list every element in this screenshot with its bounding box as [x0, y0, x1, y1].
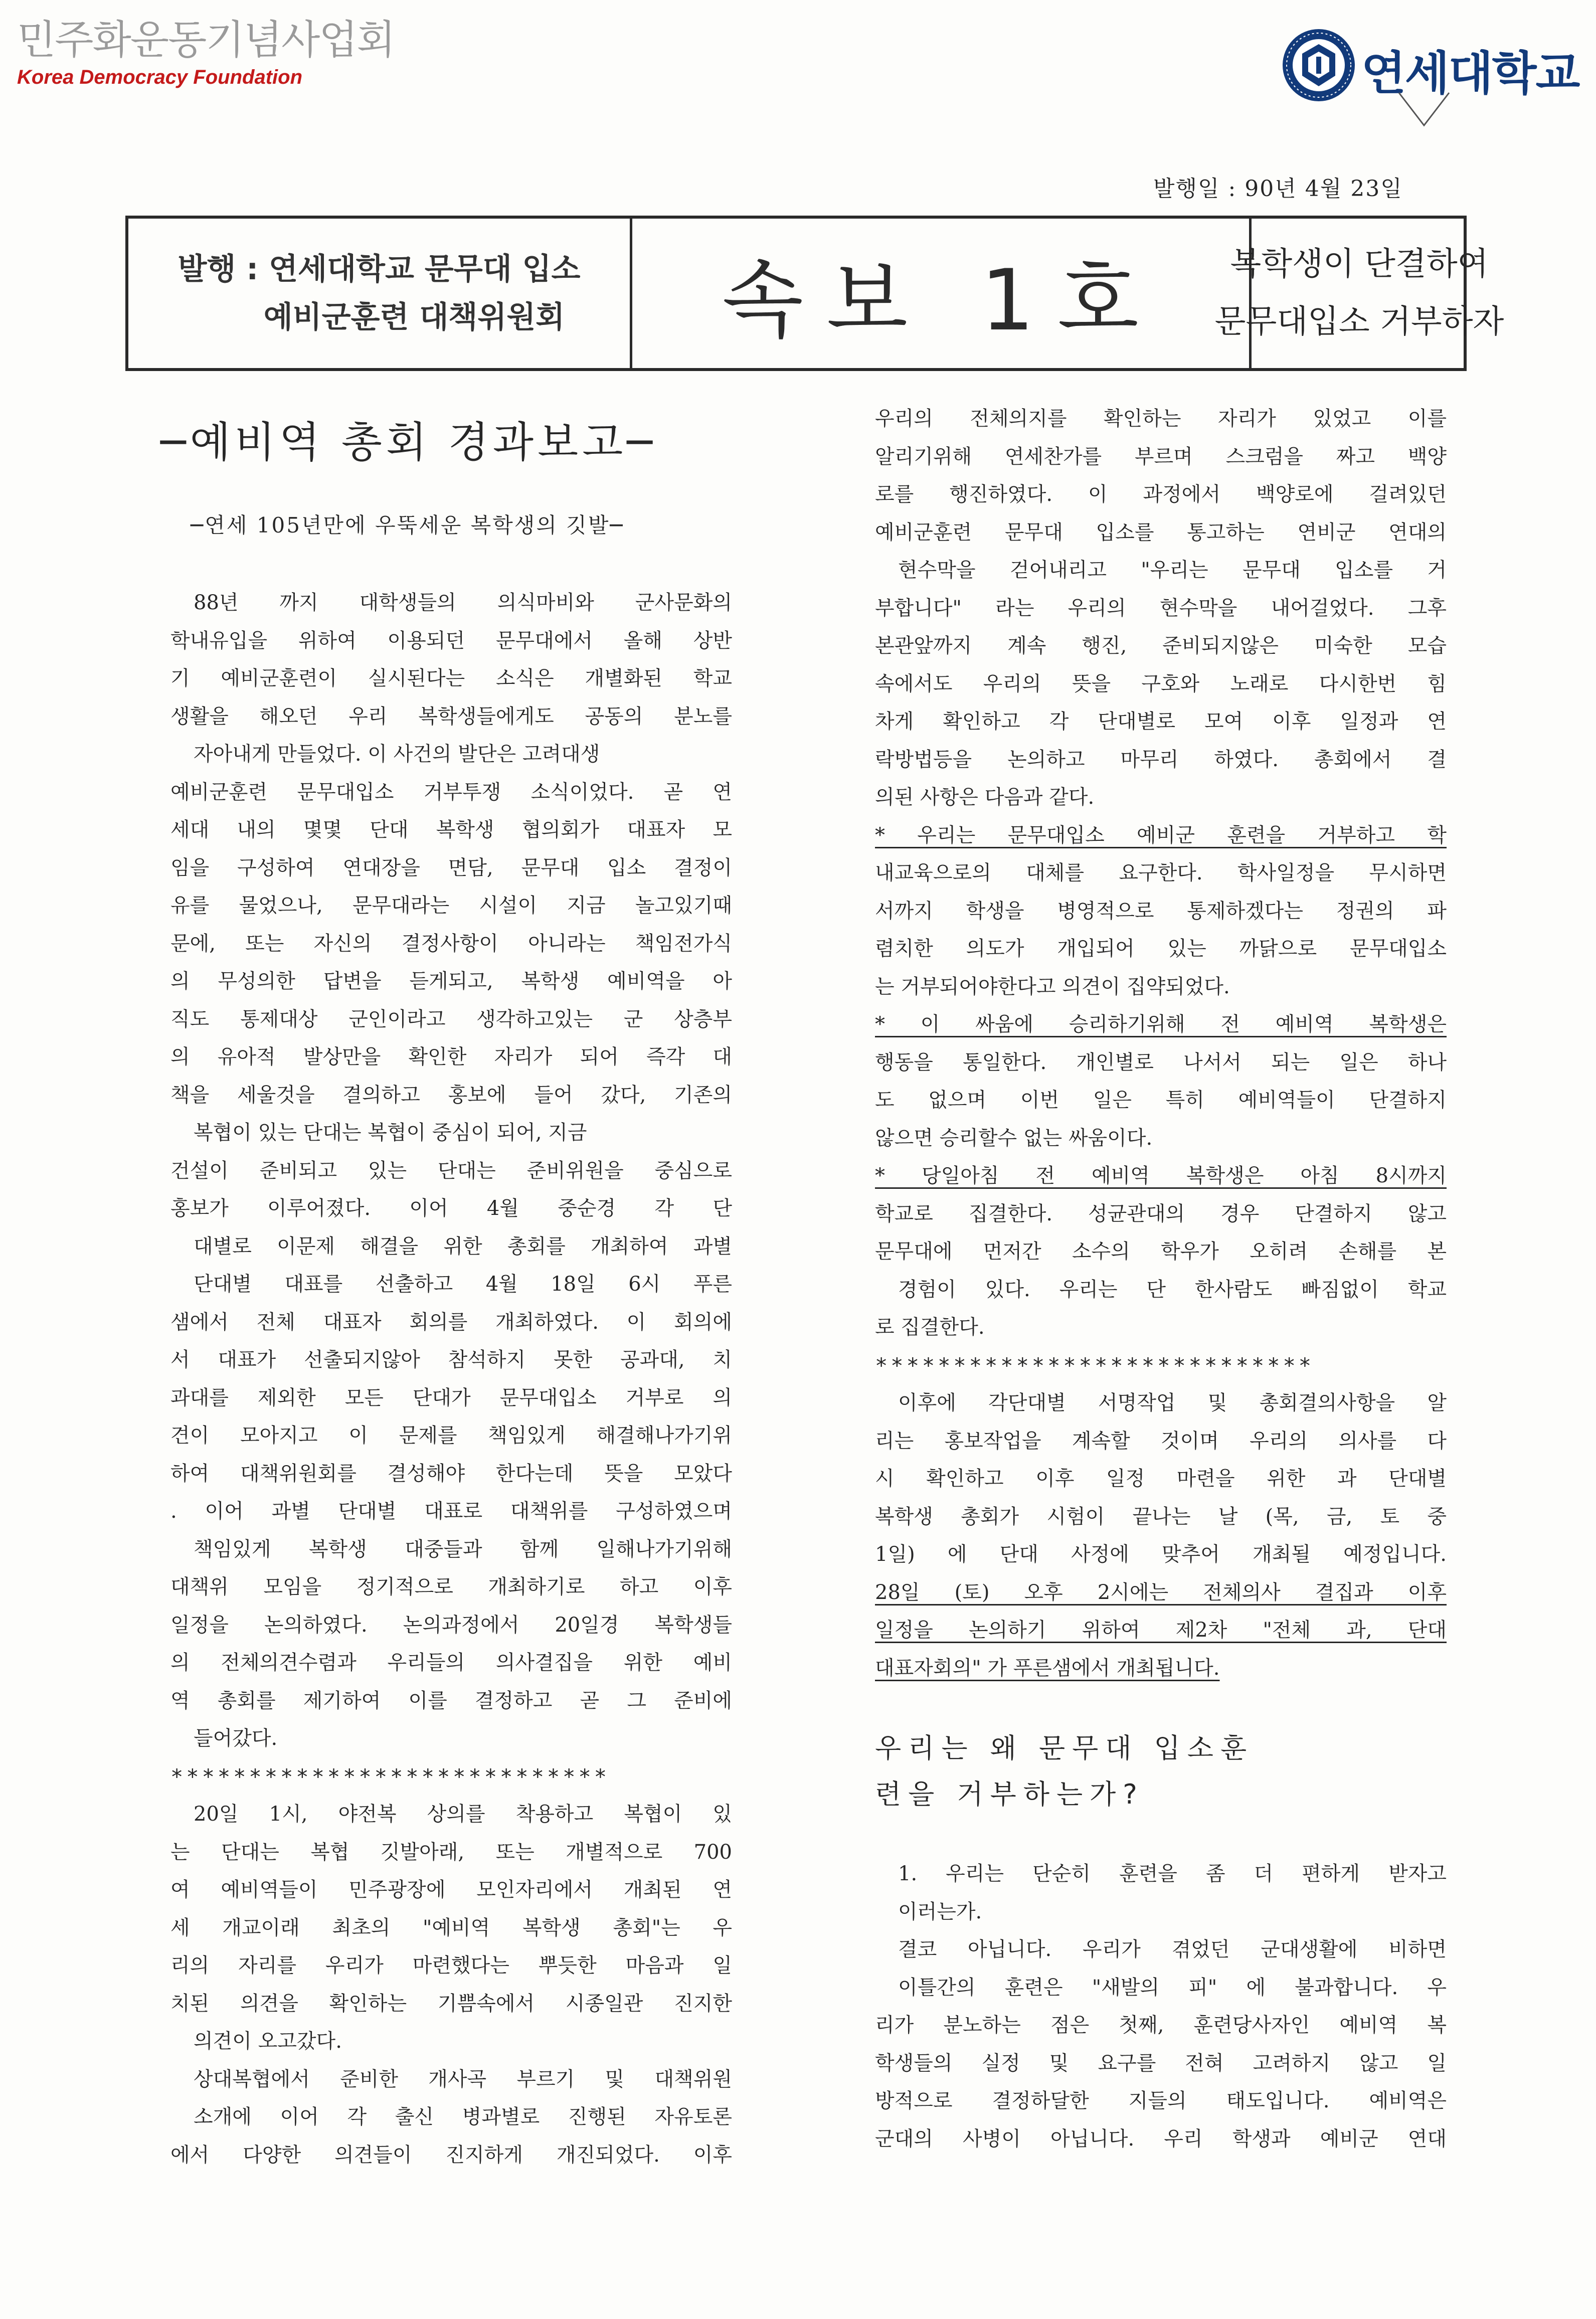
text-line: 는 단대는 복협 깃발아래, 또는 개별적으로 700 [170, 1840, 732, 1864]
text-line: 리는 홍보작업을 계속할 것이며 우리의 의사를 다 [875, 1429, 1447, 1453]
resolution-3-line: * 당일아침 전 예비역 복학생은 아침 8시까지 [875, 1164, 1447, 1187]
text-line: 현수막을 걷어내리고 "우리는 문무대 입소를 거 [898, 559, 1447, 582]
text-line: 자아내게 만들었다. 이 사건의 발단은 고려대생 [194, 743, 600, 766]
article-column-right [875, 400, 1447, 2158]
text-line: 샘에서 전체 대표자 회의를 개최하였다. 이 회의에 [170, 1310, 732, 1334]
text-line: 는 거부되어야한다고 의견이 집약되었다. [875, 975, 1230, 998]
text-line: 책을 세울것을 결의하고 홍보에 들어 갔다, 기존의 [170, 1083, 732, 1107]
text-line: 군대의 사병이 아닙니다. 우리 학생과 예비군 연대 [875, 2127, 1447, 2151]
publisher-line-1: 발행 : 연세대학교 문무대 입소 [178, 252, 581, 287]
masthead-divider [630, 219, 632, 368]
text-line: 예비군훈련 문무대 입소를 통고하는 연비군 연대의 [875, 520, 1447, 544]
text-line: 리의 자리를 우리가 마련했다는 뿌듯한 마음과 일 [170, 1954, 732, 1977]
text-line: 알리기위해 연세찬가를 부르며 스크럼을 짜고 백양 [875, 445, 1447, 468]
article-column-left [170, 584, 732, 2174]
text-line: 의 전체의견수렴과 우리들의 의사결집을 위한 예비 [170, 1651, 732, 1674]
text-line: 1일) 에 단대 사정에 맞추어 개최될 예정입니다. [875, 1543, 1447, 1566]
text-line: 의 유아적 발상만을 확인한 자리가 되어 즉각 대 [170, 1045, 732, 1068]
kdf-logo-english: Korea Democracy Foundation [17, 66, 303, 88]
text-line: 학생들의 실정 및 요구를 전혀 고려하지 않고 일 [875, 2051, 1447, 2075]
chevron-down-icon [1396, 90, 1452, 130]
publisher-block [128, 219, 630, 368]
text-line: 이러는가. [898, 1900, 982, 1923]
text-line: 차게 확인하고 각 단대별로 모여 이후 일정과 연 [875, 710, 1447, 733]
yonsei-seal-icon [1281, 28, 1356, 103]
text-line: 리가 분노하는 점은 첫째, 훈련당사자인 예비역 복 [875, 2014, 1447, 2037]
yonsei-logo [1281, 28, 1582, 138]
text-line: 결코 아닙니다. 우리가 겪었던 군대생활에 비하면 [898, 1938, 1447, 1961]
text-line: 이틀간의 훈련은 "새발의 피" 에 불과합니다. 우 [898, 1976, 1447, 1999]
text-line: 복학생 총회가 시험이 끝나는 날 (목, 금, 토 중 [875, 1505, 1447, 1528]
text-line: 도 없으며 이번 일은 특히 예비역들이 단결하지 [875, 1089, 1447, 1112]
text-line: 로 집결한다. [875, 1316, 985, 1339]
text-line: 경험이 있다. 우리는 단 한사람도 빠짐없이 학교 [898, 1278, 1447, 1301]
text-line: 여 예비역들이 민주광장에 모인자리에서 개최된 연 [170, 1878, 732, 1901]
text-line: 단대별 대표를 선출하고 4월 18일 6시 푸른 [194, 1273, 732, 1296]
meeting-notice-line: 일정을 논의하기 위하여 제2차 "전체 과, 단대 [875, 1619, 1447, 1642]
kdf-logo-korean: 민주화운동기념사업회 [17, 17, 395, 63]
text-line: 치된 의견을 확인하는 기쁨속에서 시종일관 진지한 [170, 1992, 732, 2015]
text-line: 88년 까지 대학생들의 의식마비와 군사문화의 [194, 591, 732, 614]
text-line: 상대복협에서 준비한 개사곡 부르기 및 대책위원 [194, 2067, 732, 2091]
text-line: 로를 행진하였다. 이 과정에서 백양로에 걸려있던 [875, 483, 1447, 506]
text-line: 기 예비군훈련이 실시된다는 소식은 개별화된 학교 [170, 667, 732, 690]
slogan-line-2: 문무대입소 거부하자 [1214, 303, 1504, 340]
section2-title-line: 우리는 왜 문무대 입소훈 [875, 1732, 1254, 1764]
text-line: 과대를 제외한 모든 단대가 문무대입소 거부로 의 [170, 1386, 732, 1409]
text-line: 일정을 논의하였다. 논의과정에서 20일경 복학생들 [170, 1613, 732, 1637]
text-line: 복협이 있는 단대는 복협이 중심이 되어, 지금 [194, 1121, 587, 1144]
text-line: 락방법등을 논의하고 마무리 하였다. 총회에서 결 [875, 748, 1447, 771]
text-line: 세 개교이래 최초의 "예비역 복학생 총회"는 우 [170, 1916, 732, 1939]
text-line: 대책위 모임을 정기적으로 개최하기로 하고 이후 [170, 1575, 732, 1598]
text-line: 20일 1시, 야전복 상의를 착용하고 복협이 있 [194, 1803, 732, 1826]
text-line: 않으면 승리할수 없는 싸움이다. [875, 1126, 1153, 1150]
meeting-notice-line: 28일 (토) 오후 2시에는 전체의사 결집과 이후 [875, 1580, 1447, 1604]
publish-date: 발행일 : 90년 4월 23일 [1153, 176, 1403, 202]
text-line: 의 무성의한 답변을 듣게되고, 복학생 예비역을 아 [170, 970, 732, 993]
text-line: 책임있게 복학생 대중들과 함께 일해나가기위해 [194, 1537, 732, 1561]
text-line: 속에서도 우리의 뜻을 구호와 노래로 다시한번 힘 [875, 672, 1447, 695]
text-line: 건설이 준비되고 있는 단대는 준비위원을 중심으로 [170, 1159, 732, 1182]
masthead-box [125, 216, 1504, 371]
kdf-watermark [17, 17, 395, 89]
text-line: 의견이 오고갔다. [194, 2030, 342, 2053]
text-line: 예비군훈련 문무대입소 거부투쟁 소식이었다. 곧 연 [170, 780, 732, 804]
text-line: 학내유입을 위하여 이용되던 문무대에서 올해 상반 [170, 629, 732, 652]
text-line: 세대 내의 몇몇 단대 복학생 협의회가 대표자 모 [170, 818, 732, 841]
article-title: ─예비역 총회 경과보고─ [160, 418, 656, 467]
text-line: 하여 대책위원회를 결성해야 한다는데 뜻을 모았다 [170, 1462, 732, 1485]
text-line: 시 확인하고 이후 일정 마련을 위한 과 단대별 [875, 1467, 1447, 1490]
text-line: 견이 모아지고 이 문제를 책임있게 해결해나가기위 [170, 1424, 732, 1447]
text-line: . 이어 과별 단대별 대표로 대책위를 구성하였으며 [170, 1500, 732, 1523]
text-line: 홍보가 이루어졌다. 이어 4월 중순경 각 단 [170, 1197, 732, 1220]
section-divider: **************************** [875, 1353, 1315, 1378]
text-line: 문무대에 먼저간 소수의 학우가 오히려 손해를 본 [875, 1240, 1447, 1263]
issue-title: 속보 1호 [722, 251, 1162, 349]
slogan-line-1: 복학생이 단결하여 [1230, 245, 1489, 283]
text-line: 부합니다" 라는 우리의 현수막을 내어걸었다. 그후 [875, 596, 1447, 620]
resolution-1-line: 내교육으로의 대체를 요구한다. 학사일정을 무시하면 [875, 861, 1447, 884]
publisher-line-2: 예비군훈련 대책위원회 [263, 300, 565, 335]
text-line: 문에, 또는 자신의 결정사항이 아니라는 책임전가식 [170, 932, 732, 955]
text-line: 대별로 이문제 해결을 위한 총회를 개최하여 과별 [194, 1234, 732, 1258]
meeting-notice-line: 대표자회의" 가 푸른샘에서 개최됩니다. [875, 1656, 1220, 1680]
text-line: 렴치한 의도가 개입되어 있는 까닭으로 문무대입소 [875, 937, 1447, 960]
resolution-1-line: * 우리는 문무대입소 예비군 훈련을 거부하고 학 [875, 823, 1447, 847]
text-line: 직도 통제대상 군인이라고 생각하고있는 군 상층부 [170, 1007, 732, 1031]
resolution-3-line: 학교로 집결한다. 성균관대의 경우 단결하지 않고 [875, 1202, 1447, 1225]
resolution-2-line: * 이 싸움에 승리하기위해 전 예비역 복학생은 [875, 1013, 1447, 1036]
section2-title [875, 1725, 1447, 1818]
text-line: 의된 사항은 다음과 같다. [875, 786, 1095, 809]
text-line: 유를 물었으나, 문무대라는 시설이 지금 놀고있기때 [170, 894, 732, 917]
text-line: 서까지 학생을 병영적으로 통제하겠다는 정권의 파 [875, 899, 1447, 923]
yonsei-name: 연세대학교 [1361, 47, 1579, 100]
text-line: 임을 구성하여 연대장을 면담, 문무대 입소 결정이 [170, 856, 732, 879]
text-line: 역 총회를 제기하여 이를 결정하고 곧 그 준비에 [170, 1689, 732, 1712]
text-line: 에서 다양한 의견들이 진지하게 개진되었다. 이후 [170, 2143, 732, 2167]
text-line: 생활을 해오던 우리 복학생들에게도 공동의 분노를 [170, 704, 732, 728]
resolution-2-line: 행동을 통일한다. 개인별로 나서서 되는 일은 하나 [875, 1050, 1447, 1074]
text-line: 1. 우리는 단순히 훈련을 좀 더 편하게 받자고 [898, 1862, 1447, 1885]
section-divider: **************************** [170, 1764, 610, 1789]
spacer [875, 1687, 1447, 1725]
text-line: 들어갔다. [194, 1727, 278, 1750]
text-line: 본관앞까지 계속 행진, 준비되지않은 미숙한 모습 [875, 634, 1447, 657]
text-line: 서 대표가 선출되지않아 참석하지 못한 공과대, 치 [170, 1348, 732, 1371]
spacer [875, 1818, 1447, 1856]
article-subtitle: ─연세 105년만에 우뚝세운 복학생의 깃발─ [191, 513, 624, 538]
slogan-block [1214, 219, 1504, 368]
text-line: 이후에 각단대별 서명작업 및 총회결의사항을 알 [898, 1391, 1447, 1414]
text-line: 우리의 전체의지를 확인하는 자리가 있었고 이를 [875, 407, 1447, 430]
section2-title-line: 련을 거부하는가? [875, 1778, 1144, 1810]
text-line: 소개에 이어 각 출신 병과별로 진행된 자유토론 [194, 2105, 732, 2128]
text-line: 방적으로 결정하달한 지들의 태도입니다. 예비역은 [875, 2089, 1447, 2112]
